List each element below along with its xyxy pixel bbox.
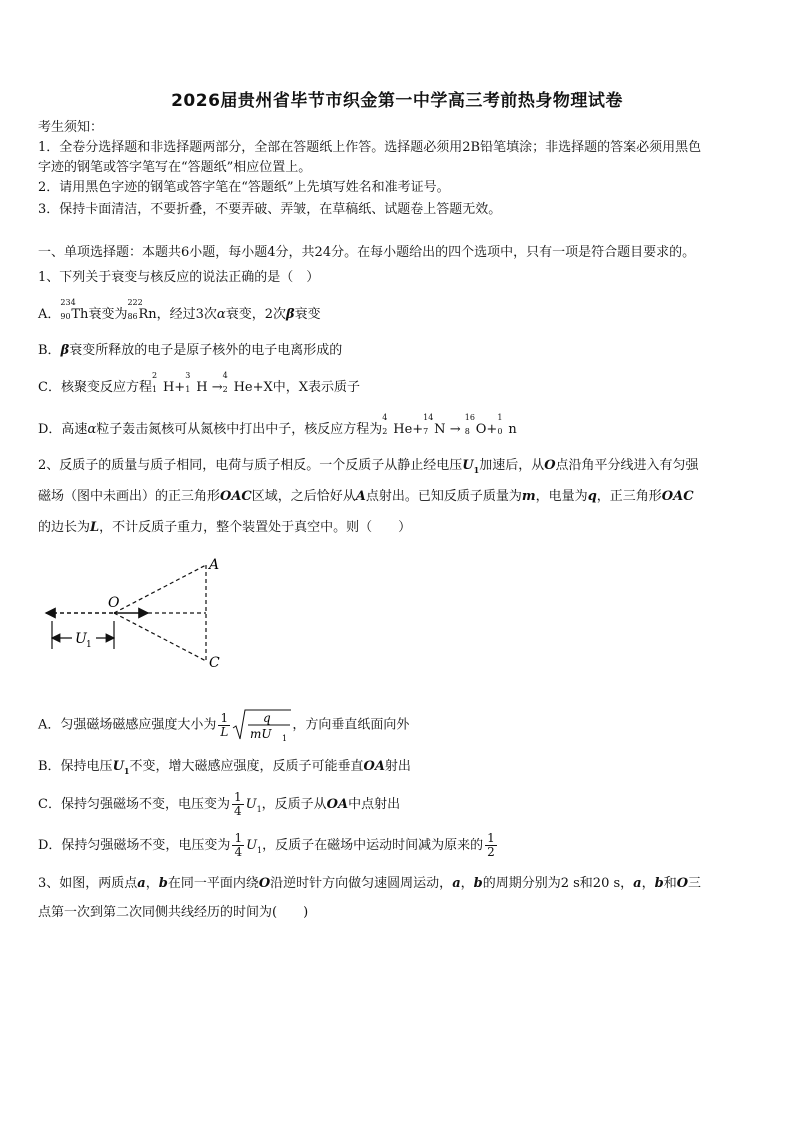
section-heading: 一、单项选择题：本题共6小题，每小题4分，共24分。在每小题给出的四个选项中，只有一项是符合题目要求的。 <box>38 245 696 260</box>
label-a: A <box>209 557 220 573</box>
nuclide-h3: 3 1 H <box>185 371 208 395</box>
nuclide-he4: 4 2 He <box>222 371 253 395</box>
q2-stem-line2: 磁场（图中未画出）的正三角形OAC区域，之后恰好从A点射出。已知反质子质量为m，电量为q，正三角形OAC <box>38 489 694 504</box>
q1-option-b[interactable]: B．β衰变所释放的电子是原子核外的电子电离形成的 <box>38 343 343 358</box>
page-title: 2026届贵州省毕节市织金第一中学高三考前热身物理试卷 <box>171 91 623 111</box>
label-u-sub: 1 <box>86 640 92 650</box>
fraction: $\frac{1}{2}$ <box>487 831 495 859</box>
nuclide-n14: 14 7 N <box>423 413 446 437</box>
nuclide-n1: 1 0 n <box>497 413 517 437</box>
alpha-symbol: α <box>216 307 226 322</box>
q2-option-b[interactable]: B．保持电压$U_1$不变，增大磁感应强度，反质子可能垂直OA射出 <box>38 759 411 776</box>
notice-item: 2．请用黑色字迹的钢笔或答字笔在“答题纸”上先填写姓名和准考证号。 <box>38 180 450 195</box>
label-c: C <box>209 655 220 671</box>
label-u: U <box>75 631 87 647</box>
notice-heading: 考生须知： <box>38 120 104 135</box>
side-oc <box>114 613 206 661</box>
beta-symbol: β <box>60 343 70 358</box>
square-root <box>232 708 292 742</box>
fraction: $\frac{1}{4}$ <box>233 790 242 818</box>
q1-stem: 1、下列关于衰变与核反应的说法正确的是（ ） <box>38 270 320 285</box>
nuclide-h2: 2 1 H <box>151 371 175 395</box>
notice-item: 字迹的钢笔或答字笔写在“答题纸”相应位置上。 <box>38 160 312 175</box>
side-oa <box>114 565 206 613</box>
svg-text:1: 1 <box>282 734 288 742</box>
q1-option-d[interactable]: D．高速α粒子轰击氮核可从氮核中打出中子，核反应方程为 4 2 He+ 14 7 N → 16 8 O+ 1 0 n <box>38 420 756 440</box>
q2-option-d[interactable]: D．保持匀强磁场不变，电压变为 $\frac{1}{4}$ $U_1$，反质子在磁场中运动时间减为原来的 $\frac{1}{2}$ <box>38 831 495 859</box>
notice-item: 3．保持卡面清洁，不要折叠，不要弄破、弄皱，在草稿纸、试题卷上答题无效。 <box>38 202 502 217</box>
q2-option-a[interactable]: A．匀强磁场磁感应强度大小为 $\frac{1}{L}$ q mU 1 ，方向垂直纸面向外 <box>38 708 756 742</box>
q2-stem-line1: 2、反质子的质量与质子相同，电荷与质子相反。一个反质子从静止经电压$U_1$加速后，从O点沿角平分线进入有匀强 <box>38 458 699 475</box>
svg-text:mU: mU <box>250 727 272 741</box>
fraction: $\frac{1}{4}$ <box>234 831 243 859</box>
alpha-symbol: α <box>87 422 97 437</box>
nuclide-o16: 16 8 O <box>464 413 487 437</box>
nuclide-th: 234 90 Th <box>60 298 89 322</box>
q1-option-a[interactable]: A． 234 90 Th衰变为 222 86 Rn，经过3次α衰变，2次β衰变 <box>38 305 756 325</box>
notice-item: 1．全卷分选择题和非选择题两部分，全部在答题纸上作答。选择题必须用2B铅笔填涂；非选择题的答案必须用黑色 <box>38 140 702 155</box>
particle-x: X <box>263 380 273 395</box>
nuclide-rn: 222 86 Rn <box>127 298 157 322</box>
q3-stem-line1: 3、如图，两质点a，b在同一平面内绕O沿逆时针方向做匀速圆周运动，a，b的周期分别为2 s和20 s，a，b和O三 <box>38 876 702 891</box>
q2-figure <box>38 555 238 675</box>
q2-stem-line3: 的边长为L，不计反质子重力，整个装置处于真空中。则（ ） <box>38 520 412 535</box>
q2-option-c[interactable]: C．保持匀强磁场不变，电压变为 $\frac{1}{4}$ $U_1$，反质子从OA中点射出 <box>38 790 401 818</box>
label-o: O <box>108 595 120 611</box>
q3-stem-line2: 点第一次到第二次同侧共线经历的时间为( ) <box>38 905 309 920</box>
fraction: $\frac{1}{L}$ <box>220 710 229 739</box>
nuclide-he4: 4 2 He <box>382 413 413 437</box>
svg-text:q: q <box>263 711 272 725</box>
q1-option-c[interactable]: C．核聚变反应方程 2 1 H+ 3 1 H → 4 2 He+X中，X表示质子 <box>38 378 756 398</box>
beta-symbol: β <box>285 307 295 322</box>
